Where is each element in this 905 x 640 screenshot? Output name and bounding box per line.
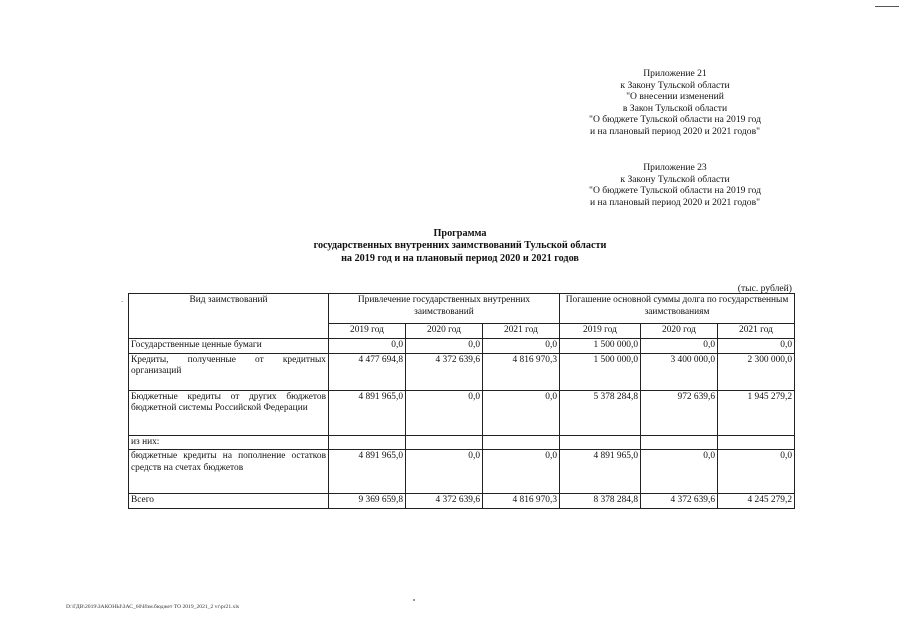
appendix-23-line: "О бюджете Тульской области на 2019 год [589,185,761,197]
year-header: 2021 год [718,324,795,339]
cell-value: 4 372 639,6 [406,353,483,390]
cell-value [718,435,795,450]
appendix-23-line: Приложение 23 [643,162,707,173]
cell-value: 1 945 279,2 [718,390,795,435]
cell-value: 1 500 000,0 [560,353,641,390]
cell-value: 9 369 659,8 [329,494,406,509]
cell-value [329,435,406,450]
appendix-21-line: "О внесении изменений [626,91,724,103]
cell-value: 5 378 284,8 [560,390,641,435]
cell-value: 4 816 970,3 [483,353,560,390]
cell-value: 0,0 [641,338,718,353]
row-label: из них: [129,435,329,450]
cell-value: 4 891 965,0 [329,390,406,435]
file-path-footer: D:\ГДВ\2019\ЗАКОНЫ\ЗАС_60\Изм.бюджет ТО 2019_2021_2 vr\pr21.xls [66,604,240,610]
appendix-21-line: и на плановый период 2020 и 2021 годов" [589,125,761,137]
cell-value: 0,0 [483,338,560,353]
year-header: 2020 год [641,324,718,339]
borrowing-program-table [128,293,795,509]
row-label: Бюджетные кредиты от других бюджетов бюджетной системы Российской Федерации [129,390,329,435]
cell-value: 4 891 965,0 [560,450,641,494]
units-label: (тыс. рублей) [737,283,792,294]
cell-value: 0,0 [718,450,795,494]
cell-value: 0,0 [406,390,483,435]
year-header: 2021 год [483,324,560,339]
cell-value: 4 372 639,6 [641,494,718,509]
cell-value: 0,0 [406,450,483,494]
row-label: Государственные ценные бумаги [129,338,329,353]
header-repayment: Погашение основной суммы долга по государственным заимствованиям [560,294,795,324]
cell-value [641,435,718,450]
year-header: 2019 год [560,324,641,339]
corner-line [875,6,899,7]
cell-value: 8 378 284,8 [560,494,641,509]
cell-value: 4 477 694,8 [329,353,406,390]
cell-value [406,435,483,450]
row-label: Кредиты, полученные от кредитных организаций [129,353,329,390]
cell-value: 0,0 [641,450,718,494]
appendix-23-line: к Закону Тульской области [620,173,730,185]
margin-tick: ` [121,300,124,308]
title-line-1: Программа [433,228,487,239]
cell-value: 0,0 [483,390,560,435]
appendix-21-header [560,68,790,138]
table-row [129,338,795,353]
header-attraction: Привлечение государственных внутренних заимствований [329,294,560,324]
cell-value: 4 891 965,0 [329,450,406,494]
cell-value: 4 245 279,2 [718,494,795,509]
cell-value: 0,0 [406,338,483,353]
cell-value: 0,0 [483,450,560,494]
row-label: бюджетные кредиты на пополнение остатков средств на счетах бюджетов [129,450,329,494]
appendix-21-line: Приложение 21 [643,68,707,79]
cell-value: 3 400 000,0 [641,353,718,390]
year-header: 2020 год [406,324,483,339]
table-row-total [129,494,795,509]
table-row [129,435,795,450]
table-row [129,450,795,494]
cell-value [560,435,641,450]
document-title [260,228,660,265]
cell-value: 4 372 639,6 [406,494,483,509]
appendix-23-header [560,162,790,208]
appendix-21-line: в Закон Тульской области [622,102,728,114]
appendix-21-line: к Закону Тульской области [620,79,730,91]
scan-speck [413,599,415,601]
cell-value: 0,0 [718,338,795,353]
cell-value [483,435,560,450]
cell-value: 0,0 [329,338,406,353]
table-row [129,353,795,390]
cell-value: 4 816 970,3 [483,494,560,509]
header-kind: Вид заимствований [129,294,329,339]
cell-value: 2 300 000,0 [718,353,795,390]
year-header: 2019 год [329,324,406,339]
title-line-3: на 2019 год и на плановый период 2020 и 2021 годов [341,252,579,264]
title-line-2: государственных внутренних заимствований Тульской области [313,240,607,252]
row-label: Всего [129,494,329,509]
table-row [129,390,795,435]
cell-value: 1 500 000,0 [560,338,641,353]
appendix-21-line: "О бюджете Тульской области на 2019 год [589,114,761,126]
cell-value: 972 639,6 [641,390,718,435]
appendix-23-line: и на плановый период 2020 и 2021 годов" [589,196,761,208]
